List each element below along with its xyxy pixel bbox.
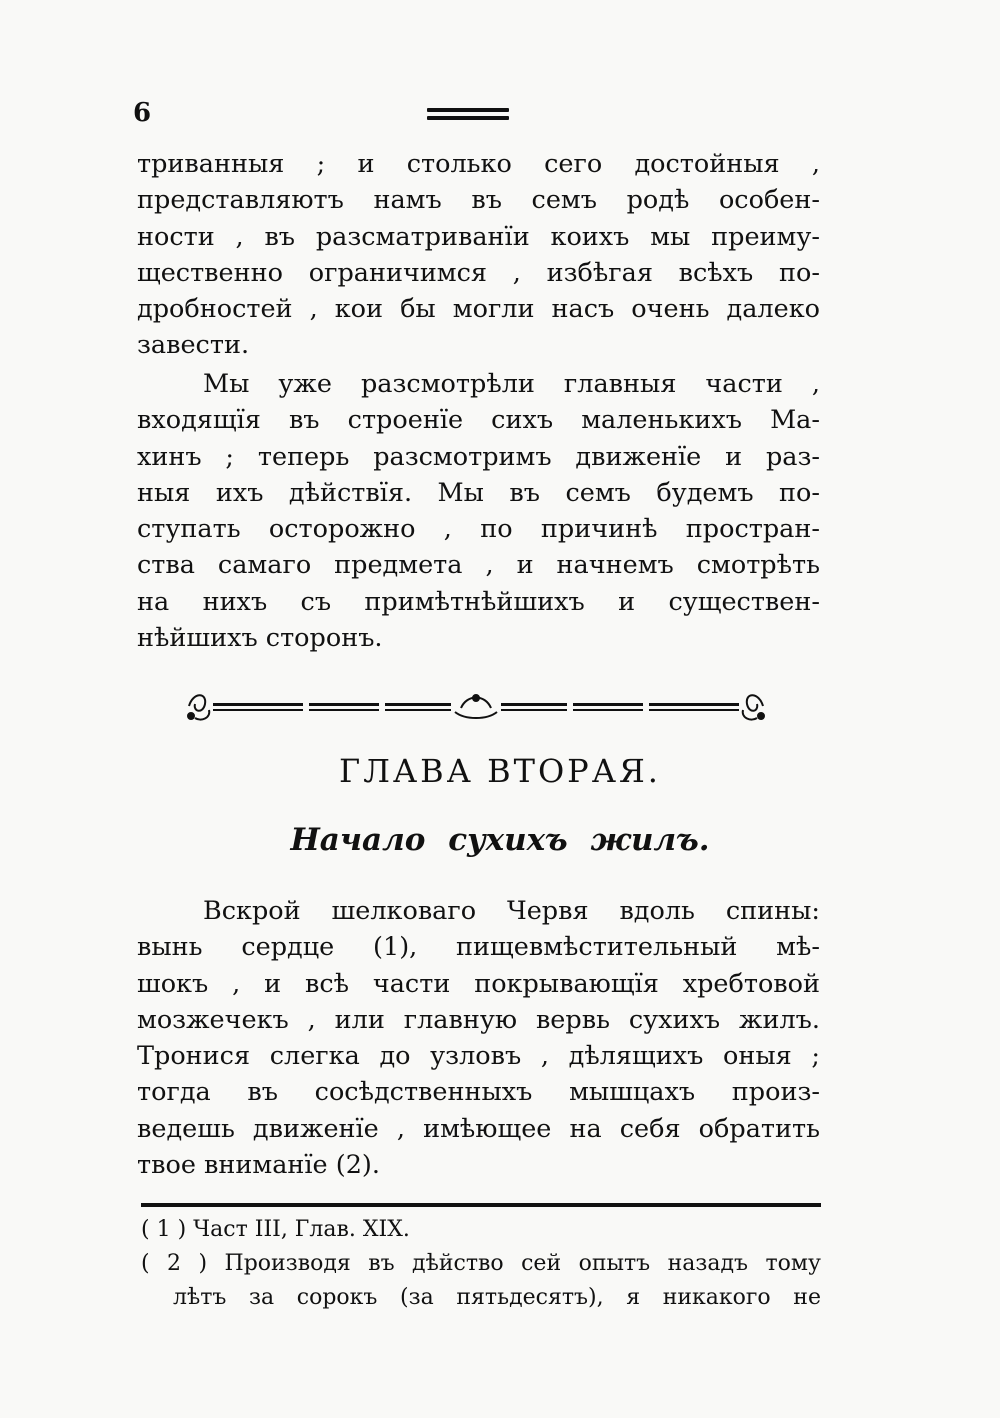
text-line: на нихъ съ примѣтнѣйшихъ и существен- (137, 586, 820, 617)
footnote-divider (141, 1203, 821, 1207)
text-line: дробностей , кои бы могли насъ очень далеко (137, 294, 820, 325)
text-line: ступать осторожно , по причинѣ простран- (137, 514, 820, 545)
footnote-1: ( 1 ) Част III, Глав. XIX. (141, 1217, 410, 1242)
text-line: триванныя ; и столько сего достойныя , (137, 149, 820, 179)
text-line: мозжечекъ , или главную вервь сухихъ жилъ. (137, 1004, 820, 1035)
text-line: тогда въ сосѣдственныхъ мышцахъ произ- (137, 1077, 820, 1108)
text-line: шокъ , и всѣ части покрывающїя хребтовой (137, 968, 820, 999)
text-line: щественно ограничимся , избѣгая всѣхъ по- (137, 257, 820, 288)
text-line: завести. (137, 330, 250, 361)
text-line: ства самаго предмета , и начнемъ смотрѣть (137, 550, 820, 581)
footnote-2-continued: лѣтъ за сорокъ (за пятьдесятъ), я никакого не (173, 1285, 821, 1310)
header-rule-line-bottom (427, 116, 509, 120)
text-line: хинъ ; теперь разсмотримъ движенїе и раз- (137, 441, 820, 472)
text-line: входящїя въ строенїе сихъ маленькихъ Ма- (137, 405, 820, 436)
paragraph-dissection (137, 893, 820, 1183)
footnotes (141, 1213, 821, 1315)
paragraph-movement (137, 366, 820, 656)
text-line: Вскрой шелковаго Червя вдоль спины: (203, 896, 820, 926)
header-rule-line-top (427, 108, 509, 112)
chapter-subtitle: Начало сухихъ жилъ. (290, 822, 710, 858)
text-line: ныя ихъ дѣйствїя. Мы въ семъ будемъ по- (137, 477, 820, 508)
paragraph-continued (137, 146, 820, 364)
chapter-title: ГЛАВА ВТОРАЯ. (339, 752, 661, 790)
header-double-rule (427, 108, 509, 126)
text-line: ведешь движенїе , имѣющее на себя обратить (137, 1113, 820, 1144)
text-line: нѣйшихъ сторонъ. (137, 623, 383, 654)
text-line: представляютъ намъ въ семъ родѣ особен- (137, 185, 820, 216)
text-line: Тронися слегка до узловъ , дѣлящихъ оныя ; (137, 1041, 820, 1072)
decorative-ornament-divider (185, 688, 767, 724)
text-line: твое вниманїе (2). (137, 1150, 380, 1181)
text-line: вынь сердце (1), пищевмѣстительный мѣ- (137, 932, 820, 963)
page-number: 6 (133, 98, 152, 128)
text-line: Мы уже разсмотрѣли главныя части , (203, 369, 820, 399)
text-line: ности , въ разсматриванїи коихъ мы преиму- (137, 221, 820, 252)
footnote-2: ( 2 ) Производя въ дѣйство сей опытъ назадъ тому (141, 1251, 821, 1276)
